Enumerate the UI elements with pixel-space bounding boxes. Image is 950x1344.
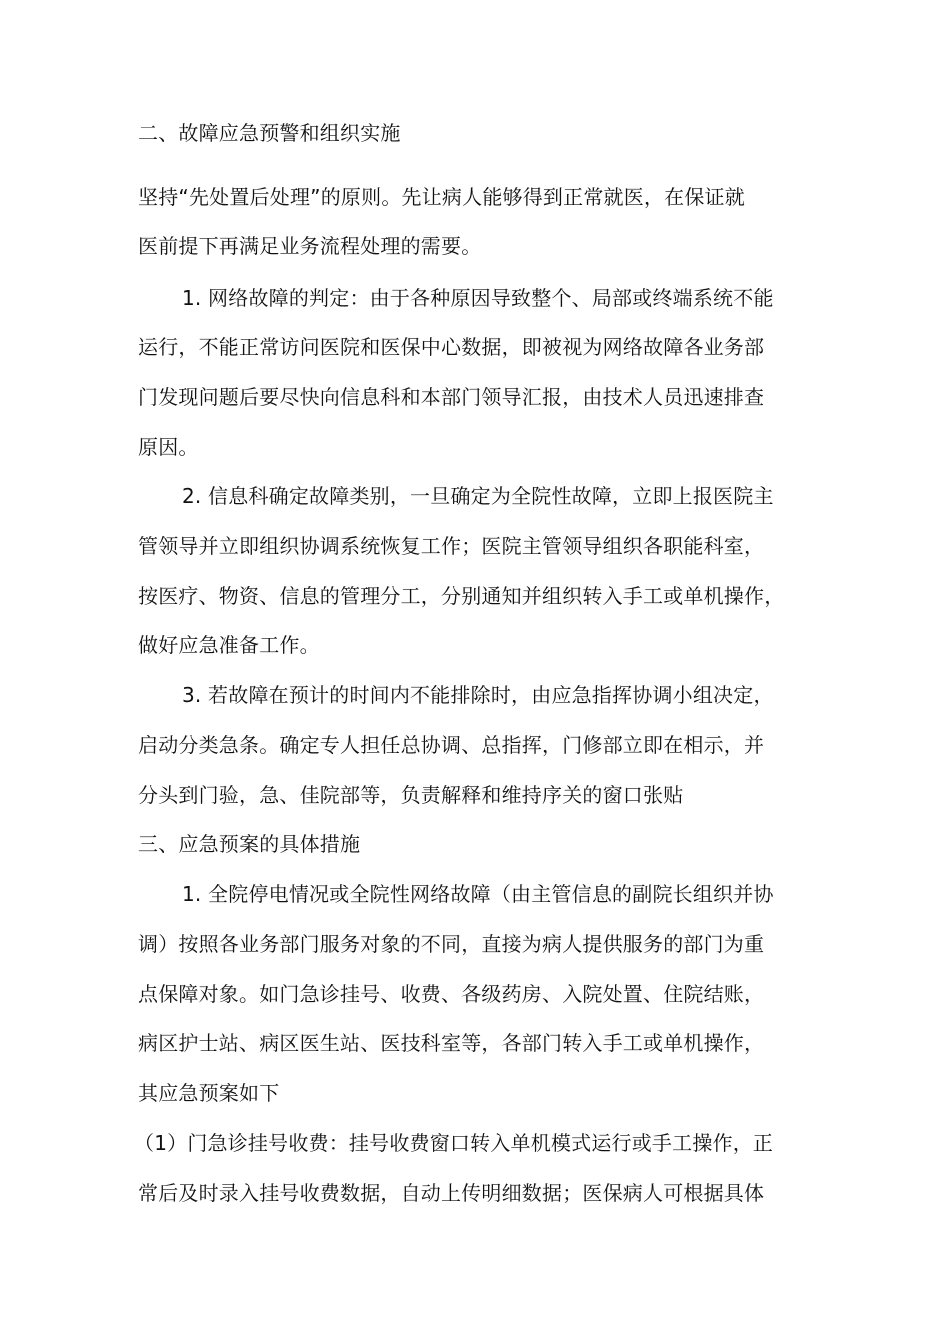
list-item-line: 1. 全院停电情况或全院性网络故障（由主管信息的副院长组织并协 bbox=[182, 882, 774, 906]
list-item-line: 2. 信息科确定故障类别，一旦确定为全院性故障，立即上报医院主 bbox=[182, 484, 774, 508]
sub-item-line: （1）门急诊挂号收费：挂号收费窗口转入单机模式运行或手工操作，正 bbox=[134, 1131, 774, 1155]
section-heading: 二、故障应急预警和组织实施 bbox=[138, 121, 401, 145]
paragraph-line: 分头到门验，急、佳院部等，负责解释和维持序关的窗口张贴 bbox=[138, 783, 684, 807]
paragraph-line: 管领导并立即组织协调系统恢复工作；医院主管领导组织各职能科室， bbox=[138, 534, 765, 558]
paragraph-line: 坚持“先处置后处理”的原则。先让病人能够得到正常就医，在保证就 bbox=[138, 185, 745, 209]
paragraph-line: 其应急预案如下 bbox=[138, 1081, 280, 1105]
paragraph-line: 门发现问题后要尽快向信息科和本部门领导汇报，由技术人员迅速排查 bbox=[138, 385, 765, 409]
section-heading: 三、应急预案的具体措施 bbox=[138, 832, 361, 856]
paragraph-line: 运行，不能正常访问医院和医保中心数据，即被视为网络故障各业务部 bbox=[138, 335, 765, 359]
paragraph-line: 启动分类急条。确定专人担任总协调、总指挥，门修部立即在相示，并 bbox=[138, 733, 765, 757]
list-item-line: 3. 若故障在预计的时间内不能排除时，由应急指挥协调小组决定， bbox=[182, 683, 774, 707]
paragraph-line: 按医疗、物资、信息的管理分工，分别通知并组织转入手工或单机操作， bbox=[138, 584, 785, 608]
paragraph-line: 原因。 bbox=[138, 435, 199, 459]
paragraph-line: 调）按照各业务部门服务对象的不同，直接为病人提供服务的部门为重 bbox=[138, 932, 765, 956]
list-item-line: 1. 网络故障的判定：由于各种原因导致整个、局部或终端系统不能 bbox=[182, 286, 774, 310]
paragraph-line: 病区护士站、病区医生站、医技科室等，各部门转入手工或单机操作， bbox=[138, 1031, 765, 1055]
paragraph-line: 常后及时录入挂号收费数据，自动上传明细数据；医保病人可根据具体 bbox=[138, 1181, 765, 1205]
paragraph-line: 医前提下再满足业务流程处理的需要。 bbox=[138, 234, 482, 258]
paragraph-line: 点保障对象。如门急诊挂号、收费、各级药房、入院处置、住院结账， bbox=[138, 982, 765, 1006]
paragraph-line: 做好应急准备工作。 bbox=[138, 633, 320, 657]
